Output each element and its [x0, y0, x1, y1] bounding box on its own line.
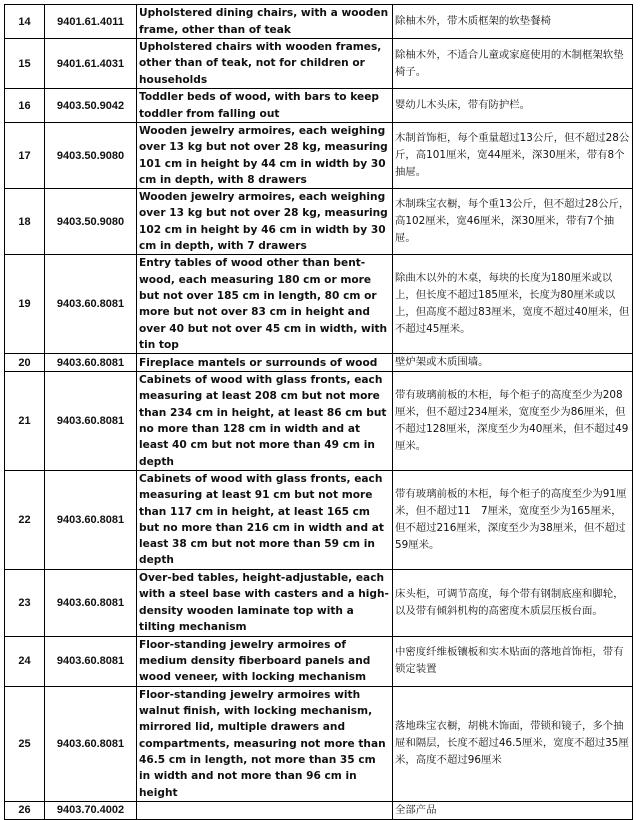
chinese-description: 床头柜，可调节高度，每个带有钢制底座和脚轮，以及带有倾斜机构的高密度木质层压板台面。: [393, 569, 633, 636]
chinese-description: 落地珠宝衣橱，胡桃木饰面，带锁和镜子，多个抽屉和隔层，长度不超过46.5厘米，宽度不超过35厘米，高度不超过96厘米: [393, 686, 633, 801]
table-row: [5, 569, 633, 636]
tariff-code: 9403.60.8081: [45, 686, 137, 801]
tariff-code: 9403.60.8081: [45, 569, 137, 636]
tariff-code: 9403.60.8081: [45, 470, 137, 569]
english-description: Fireplace mantels or surrounds of wood: [137, 354, 393, 372]
chinese-description: 婴幼儿木头床，带有防护栏。: [393, 89, 633, 123]
table-row: [5, 686, 633, 801]
tariff-code: 9403.60.8081: [45, 372, 137, 471]
table-row: [5, 39, 633, 89]
row-number: 21: [5, 372, 45, 471]
chinese-description: 带有玻璃前板的木柜，每个柜子的高度至少为208厘米，但不超过234厘米，宽度至少为86厘米，但不超过128厘米，深度至少为40厘米，但不超过49厘米。: [393, 372, 633, 471]
row-number: 18: [5, 189, 45, 255]
row-number: 16: [5, 89, 45, 123]
chinese-description: 除柚木外，不适合儿童或家庭使用的木制框架软垫椅子。: [393, 39, 633, 89]
english-description: Floor-standing jewelry armoires of medium density fiberboard panels and wood veneer, with locking mechanism: [137, 636, 393, 686]
table-row: [5, 5, 633, 39]
chinese-description: 壁炉架或木质围墙。: [393, 354, 633, 372]
table-row: [5, 470, 633, 569]
tariff-code: 9401.61.4031: [45, 39, 137, 89]
english-description: [137, 801, 393, 819]
english-description: Entry tables of wood other than bent-wood, each measuring 180 cm or more but not over 185 cm in length, 80 cm or more but not over 83 cm in height and over 40 but not over 45 cm in width, with tin top: [137, 255, 393, 354]
english-description: Floor-standing jewelry armoires with walnut finish, with locking mechanism, mirrored lid, multiple drawers and compartments, measuring not more than 46.5 cm in length, not more than 35 cm in width and not more than 96 cm in height: [137, 686, 393, 801]
table-row: [5, 189, 633, 255]
tariff-code: 9403.70.4002: [45, 801, 137, 819]
tariff-code: 9403.50.9042: [45, 89, 137, 123]
english-description: Cabinets of wood with glass fronts, each measuring at least 91 cm but not more than 117 cm in height, at least 165 cm but no more than 216 cm in width and at least 38 cm but not more than 59 cm in depth: [137, 470, 393, 569]
chinese-description: 全部产品: [393, 801, 633, 819]
tariff-table: [4, 4, 633, 820]
row-number: 25: [5, 686, 45, 801]
english-description: Wooden jewelry armoires, each weighing over 13 kg but not over 28 kg, measuring 102 cm in height by 46 cm in width by 30 cm in depth, with 7 drawers: [137, 189, 393, 255]
row-number: 14: [5, 5, 45, 39]
table-row: [5, 354, 633, 372]
row-number: 17: [5, 123, 45, 189]
tariff-table-body: [5, 5, 633, 820]
tariff-code: 9403.50.9080: [45, 123, 137, 189]
row-number: 15: [5, 39, 45, 89]
tariff-code: 9403.60.8081: [45, 354, 137, 372]
row-number: 22: [5, 470, 45, 569]
table-row: [5, 801, 633, 819]
chinese-description: 除柚木外，带木质框架的软垫餐椅: [393, 5, 633, 39]
row-number: 19: [5, 255, 45, 354]
table-row: [5, 372, 633, 471]
tariff-code: 9403.60.8081: [45, 255, 137, 354]
english-description: Upholstered dining chairs, with a wooden frame, other than of teak: [137, 5, 393, 39]
table-row: [5, 89, 633, 123]
chinese-description: 中密度纤维板镶板和实木贴面的落地首饰柜，带有锁定装置: [393, 636, 633, 686]
english-description: Over-bed tables, height-adjustable, each with a steel base with casters and a high-density wooden laminate top with a tilting mechanism: [137, 569, 393, 636]
table-row: [5, 255, 633, 354]
chinese-description: 木制珠宝衣橱，每个重13公斤，但不超过28公斤，高102厘米，宽46厘米，深30厘米，带有7个抽屉。: [393, 189, 633, 255]
english-description: Upholstered chairs with wooden frames, other than of teak, not for children or households: [137, 39, 393, 89]
row-number: 20: [5, 354, 45, 372]
tariff-code: 9401.61.4011: [45, 5, 137, 39]
row-number: 24: [5, 636, 45, 686]
chinese-description: 木制首饰柜，每个重量超过13公斤，但不超过28公斤，高101厘米，宽44厘米，深30厘米，带有8个抽屉。: [393, 123, 633, 189]
chinese-description: 带有玻璃前板的木柜，每个柜子的高度至少为91厘米，但不超过11 7厘米，宽度至少为165厘米，但不超过216厘米，深度至少为38厘米，但不超过59厘米。: [393, 470, 633, 569]
english-description: Wooden jewelry armoires, each weighing over 13 kg but not over 28 kg, measuring 101 cm in height by 44 cm in width by 30 cm in depth, with 8 drawers: [137, 123, 393, 189]
tariff-code: 9403.50.9080: [45, 189, 137, 255]
table-row: [5, 636, 633, 686]
tariff-code: 9403.60.8081: [45, 636, 137, 686]
english-description: Toddler beds of wood, with bars to keep toddler from falling out: [137, 89, 393, 123]
row-number: 23: [5, 569, 45, 636]
row-number: 26: [5, 801, 45, 819]
english-description: Cabinets of wood with glass fronts, each measuring at least 208 cm but not more than 234 cm in height, at least 86 cm but no more than 128 cm in width and at least 40 cm but not more than 49 cm in depth: [137, 372, 393, 471]
chinese-description: 除曲木以外的木桌，每块的长度为180厘米或以上，但长度不超过185厘米，长度为80厘米或以上，但高度不超过83厘米，宽度不超过40厘米，但不超过45厘米。: [393, 255, 633, 354]
table-row: [5, 123, 633, 189]
